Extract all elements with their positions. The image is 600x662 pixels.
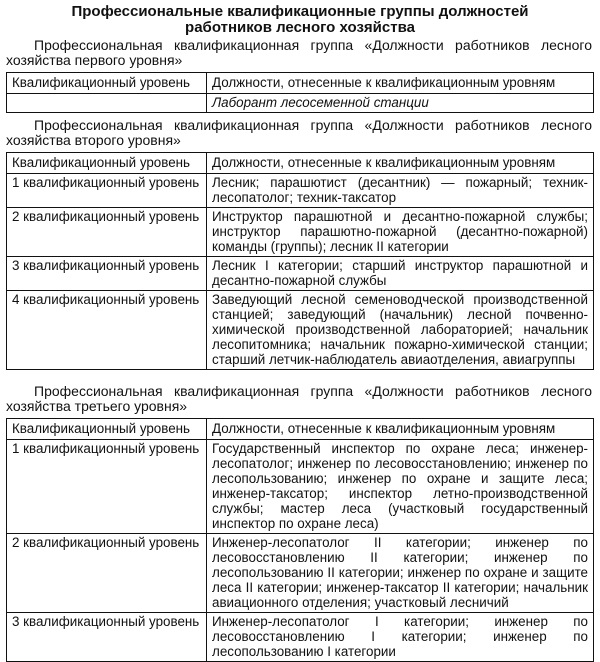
level-cell: 1 квалификационный уровень [7, 174, 207, 208]
group-1-table [6, 72, 594, 113]
document-title-line-2: работников лесного хозяйства [185, 19, 415, 36]
table-row [7, 534, 594, 613]
table-header-row [7, 73, 594, 94]
column-header-positions: Должности, отнесенные к квалификационным уровням [207, 419, 594, 440]
positions-cell: Инструктор парашютной и десантно-пожарной службы; инструктор парашютно-пожарной (десантно-пожарной) команды (группы); лесник II категории [207, 208, 594, 257]
level-cell: 3 квалификационный уровень [7, 257, 207, 291]
table-row [7, 208, 594, 257]
level-cell: 1 квалификационный уровень [7, 440, 207, 534]
group-1-heading: Профессиональная квалификационная группа «Должности работников лесного хозяйства первого уровня» [6, 37, 592, 68]
table-row [7, 94, 594, 113]
positions-cell: Инженер-лесопатолог I категории; инженер по лесовосстановлению I категории; инженер по лесопользованию I категории [207, 613, 594, 662]
positions-cell: Лаборант лесосеменной станции [207, 94, 594, 113]
group-2-heading: Профессиональная квалификационная группа «Должности работников лесного хозяйства второго уровня» [6, 117, 592, 148]
positions-cell: Лесник; парашютист (десантник) — пожарный; техник-лесопатолог; техник-таксатор [207, 174, 594, 208]
level-cell: 2 квалификационный уровень [7, 534, 207, 613]
positions-cell: Заведующий лесной семеноводческой производственной станцией; заведующий (начальник) лесной почвенно-химической производственной лабораторией; начальник лесопитомника; начальник пожарно-химической станции; старший летчик-наблюдатель авиаотделения, авиагруппы [207, 291, 594, 370]
table-row [7, 174, 594, 208]
level-cell [7, 94, 207, 113]
positions-cell: Лесник I категории; старший инструктор парашютной и десантно-пожарной службы [207, 257, 594, 291]
table-row [7, 291, 594, 370]
column-header-level: Квалификационный уровень [7, 73, 207, 94]
table-row [7, 440, 594, 534]
table-header-row [7, 153, 594, 174]
level-cell: 2 квалификационный уровень [7, 208, 207, 257]
positions-cell: Государственный инспектор по охране леса; инженер-лесопатолог; инженер по лесовосстановлению; инженер по лесопользованию; инженер по охране и защите леса; инженер-таксатор; инспектор летно-производственной службы; мастер леса (участковый государственный инспектор по охране леса) [207, 440, 594, 534]
group-3-heading: Профессиональная квалификационная группа «Должности работников лесного хозяйства третьего уровня» [6, 383, 592, 414]
table-row [7, 257, 594, 291]
level-cell: 4 квалификационный уровень [7, 291, 207, 370]
table-header-row [7, 419, 594, 440]
positions-cell: Инженер-лесопатолог II категории; инженер по лесовосстановлению II категории; инженер по лесопользованию II категории; инженер по охране и защите леса II категории; инженер-таксатор II категории; начальник авиационного отделения; участковый лесничий [207, 534, 594, 613]
column-header-level: Квалификационный уровень [7, 419, 207, 440]
column-header-positions: Должности, отнесенные к квалификационным уровням [207, 153, 594, 174]
column-header-level: Квалификационный уровень [7, 153, 207, 174]
level-cell: 3 квалификационный уровень [7, 613, 207, 662]
document-title-line-1: Профессиональные квалификационные группы должностей [71, 3, 529, 20]
group-3-table [6, 418, 594, 662]
table-row [7, 613, 594, 662]
column-header-positions: Должности, отнесенные к квалификационным уровням [207, 73, 594, 94]
group-2-table [6, 152, 594, 370]
